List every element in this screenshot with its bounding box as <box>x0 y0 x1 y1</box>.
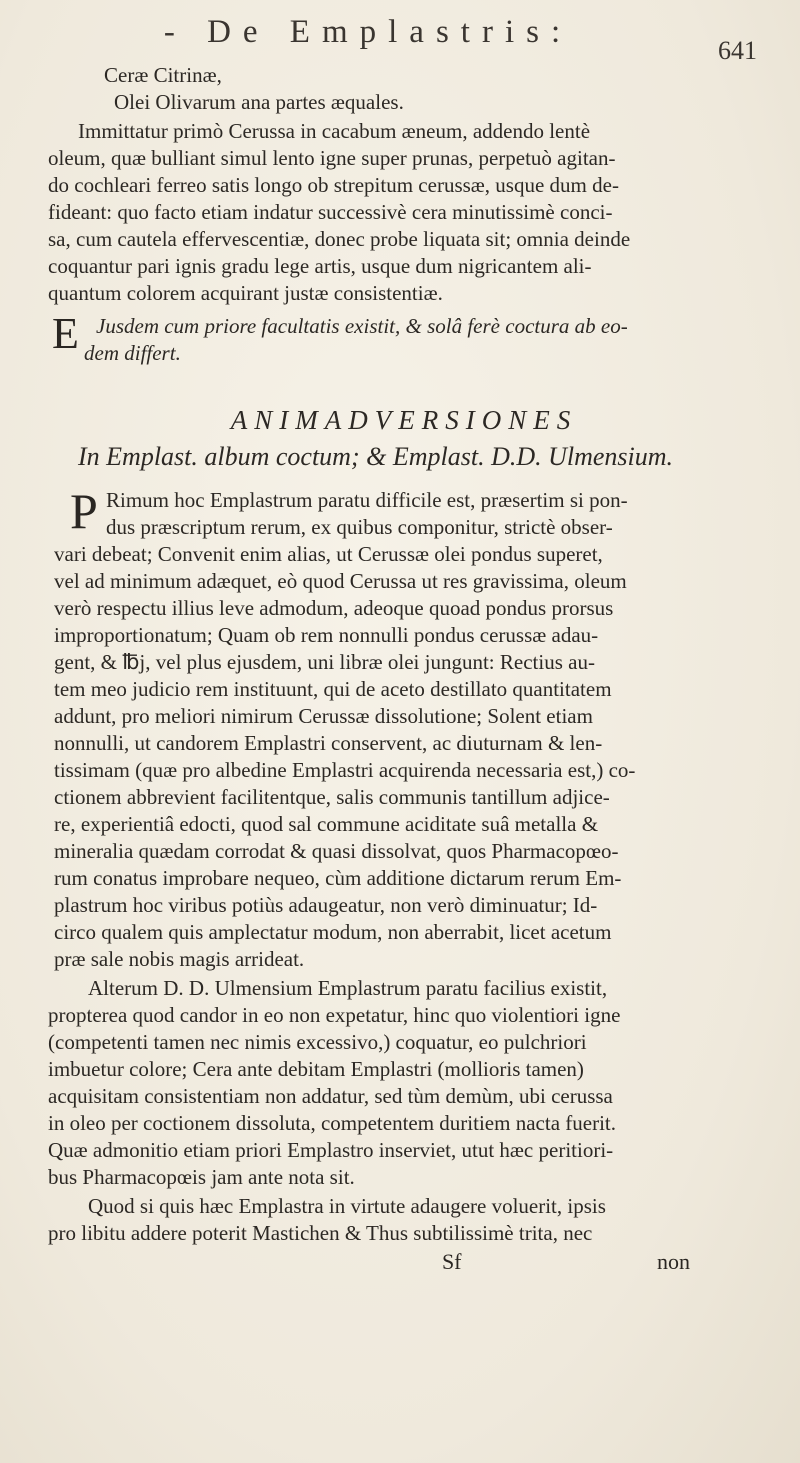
text-line: dus præscriptum rerum, ex quibus componitur, strictè obser- <box>106 515 613 539</box>
dropcap-letter: P <box>70 483 98 539</box>
text-line: quantum colorem acquirant justæ consistentiæ. <box>48 281 443 305</box>
text-line: Jusdem cum priore facultatis existit, & solâ ferè coctura ab eo- <box>96 314 628 338</box>
text-line: Rimum hoc Emplastrum paratu difficile est, præsertim si pon- <box>106 488 628 512</box>
recipe-line: Ceræ Citrinæ, <box>104 63 222 87</box>
text-line: Quod si quis hæc Emplastra in virtute adaugere voluerit, ipsis <box>88 1194 606 1218</box>
text-line: acquisitam consistentiam non addatur, sed tùm demùm, ubi cerussa <box>48 1084 613 1108</box>
paragraph-animadversiones <box>48 483 760 973</box>
text-line: vari debeat; Convenit enim alias, ut Cerussæ olei pondus superet, <box>54 542 603 566</box>
text-line: tem meo judicio rem instituunt, qui de aceto destillato quantitatem <box>54 677 612 701</box>
text-line: ctionem abbrevient facilitentque, salis communis tantillum adjice- <box>54 785 610 809</box>
footer-line <box>48 1247 760 1277</box>
text-line: do cochleari ferreo satis longo ob strepitum cerussæ, usque dum de- <box>48 173 619 197</box>
text-line: fideant: quo facto etiam indatur successivè cera minutissimè conci- <box>48 200 613 224</box>
text-block <box>48 62 760 1277</box>
text-line: addunt, pro meliori nimirum Cerussæ dissolutione; Solent etiam <box>54 704 593 728</box>
text-line: dem differt. <box>84 341 181 365</box>
text-line: improportionatum; Quam ob rem nonnulli pondus cerussæ adau- <box>54 623 599 647</box>
text-line: verò respectu illius leve admodum, adeoque quoad pondus prorsus <box>54 596 614 620</box>
text-line: mineralia quædam corrodat & quasi dissolvat, quos Pharmacopœo- <box>54 839 619 863</box>
text-line: circo qualem quis amplectatur modum, non aberrabit, licet acetum <box>54 920 612 944</box>
text-line: oleum, quæ bulliant simul lento igne super prunas, perpetuò agitan- <box>48 146 616 170</box>
text-line: Alterum D. D. Ulmensium Emplastrum paratu facilius existit, <box>88 976 608 1000</box>
text-line: sa, cum cautela effervescentiæ, donec probe liquata sit; omnia deinde <box>48 227 631 251</box>
text-line: imbuetur colore; Cera ante debitam Emplastri (mollioris tamen) <box>48 1057 584 1081</box>
text-line: tissimam (quæ pro albedine Emplastri acquirenda necessaria est,) co- <box>54 758 636 782</box>
text-line: pro libitu addere poterit Mastichen & Thus subtilissimè trita, nec <box>48 1221 593 1245</box>
text-line: gent, & ℔j, vel plus ejusdem, uni libræ olei jungunt: Rectius au- <box>54 650 595 674</box>
text-line: propterea quod candor in eo non expetatur, hinc quo violentiori igne <box>48 1003 621 1027</box>
text-line: plastrum hoc viribus potiùs adaugeatur, non verò diminuatur; Id- <box>54 893 598 917</box>
recipe-ingredients <box>48 62 760 116</box>
catchword: non <box>657 1249 690 1274</box>
section-heading: ANIMADVERSIONES <box>230 405 578 435</box>
text-line: præ sale nobis magis arrideat. <box>54 947 305 971</box>
paragraph-preparation <box>48 118 760 307</box>
paragraph-note <box>48 309 760 367</box>
paragraph-additions <box>48 1193 760 1247</box>
text-line: vel ad minimum adæquet, eò quod Cerussa ut res gravissima, oleum <box>54 569 627 593</box>
paragraph-ulmensium <box>48 975 760 1191</box>
section-subheading: In Emplast. album coctum; & Emplast. D.D. Ulmensium. <box>78 442 674 471</box>
text-line: bus Pharmacopœis jam ante nota sit. <box>48 1165 355 1189</box>
text-line: Immittatur primò Cerussa in cacabum æneum, addendo lentè <box>78 119 591 143</box>
running-head: - De Emplastris: <box>163 14 573 50</box>
signature-mark: Sf <box>441 1249 462 1274</box>
text-line: nonnulli, ut candorem Emplastri conservent, ac diuturnam & len- <box>54 731 603 755</box>
text-line: in oleo per coctionem dissoluta, competentem duritiem nacta fuerit. <box>48 1111 616 1135</box>
text-line: (competenti tamen nec nimis excessivo,) coquatur, eo pulchriori <box>48 1030 587 1054</box>
page-number: 641 <box>718 36 757 65</box>
dropcap-letter: E <box>52 309 79 358</box>
text-line: coquantur pari ignis gradu lege artis, usque dum nigricantem ali- <box>48 254 592 278</box>
recipe-line: Olei Olivarum ana partes æquales. <box>114 90 404 114</box>
text-line: Quæ admonitio etiam priori Emplastro inserviet, utut hæc peritiori- <box>48 1138 614 1162</box>
text-line: re, experientiâ edocti, quod sal commune aciditate suâ metalla & <box>54 812 599 836</box>
text-line: rum conatus improbare nequeo, cùm additione dictarum rerum Em- <box>54 866 622 890</box>
